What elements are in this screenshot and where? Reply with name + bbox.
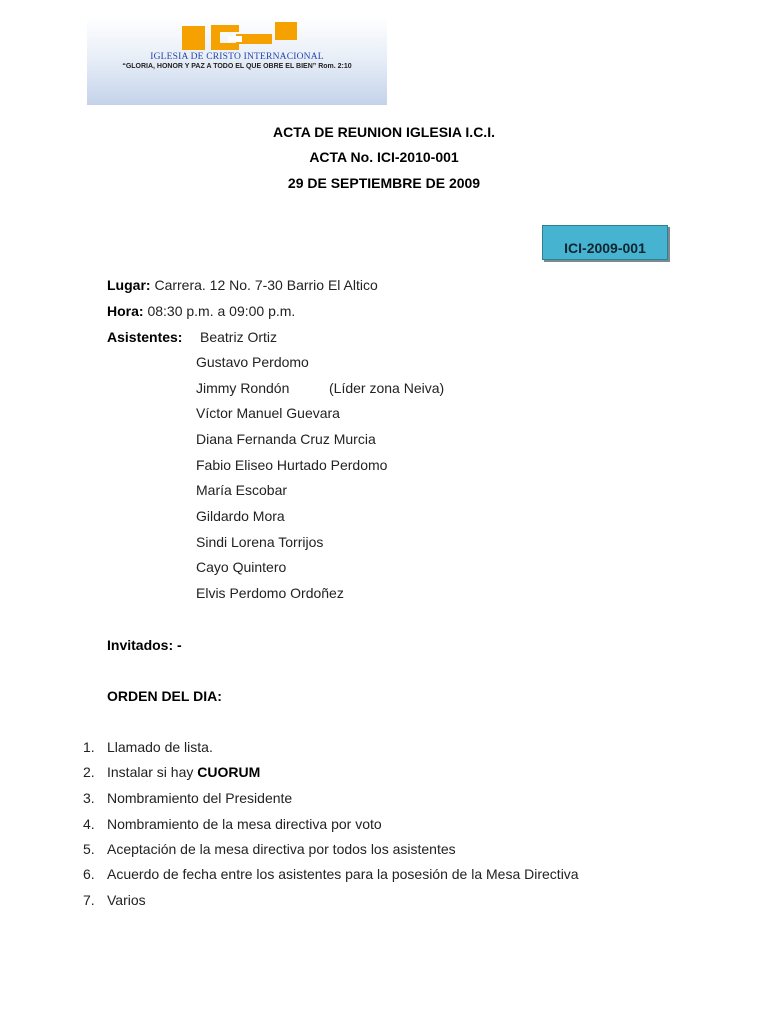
agenda-item-number: 3. xyxy=(83,790,95,806)
motto: “GLORIA, HONOR Y PAZ A TODO EL QUE OBRE EL BIEN” Rom. 2:10 xyxy=(122,63,352,70)
asistentes-label-row xyxy=(107,329,182,345)
agenda-item-number: 7. xyxy=(83,892,95,908)
agenda-item-text: Acuerdo de fecha entre los asistentes para la posesión de la Mesa Directiva xyxy=(107,866,579,882)
agenda-item-number: 4. xyxy=(83,816,95,832)
agenda-item-number: 6. xyxy=(83,866,95,882)
attendee-name: Gildardo Mora xyxy=(196,508,285,524)
agenda-item-text: Aceptación de la mesa directiva por todos los asistentes xyxy=(107,841,456,857)
invitados-line: Invitados: - xyxy=(107,637,182,653)
agenda-item-text: Varios xyxy=(107,892,146,908)
hora-field xyxy=(107,303,295,319)
attendee-row xyxy=(196,380,445,396)
attendee-name: Diana Fernanda Cruz Murcia xyxy=(196,431,376,447)
attendee-name: María Escobar xyxy=(196,482,288,498)
code-badge xyxy=(542,225,668,260)
agenda-item-number: 1. xyxy=(83,739,95,755)
agenda-item-text: Nombramiento del Presidente xyxy=(107,790,293,806)
attendee-name: Fabio Eliseo Hurtado Perdomo xyxy=(196,457,388,473)
agenda-item-number: 2. xyxy=(83,764,95,780)
agenda-item-strong: CUORUM xyxy=(197,764,261,780)
code-badge-text: ICI-2009-001 xyxy=(564,240,646,256)
hora-value: 08:30 p.m. a 09:00 p.m. xyxy=(143,303,296,319)
agenda-item-text: Nombramiento de la mesa directiva por voto xyxy=(107,816,382,832)
agenda-item-number: 5. xyxy=(83,841,95,857)
header-banner xyxy=(87,17,387,105)
attendee-name: Víctor Manuel Guevara xyxy=(196,405,340,421)
lugar-label: Lugar: xyxy=(107,277,151,293)
agenda-item-text-wrap xyxy=(107,764,260,780)
attendee-name: Sindi Lorena Torrijos xyxy=(196,534,324,550)
lugar-value: Carrera. 12 No. 7-30 Barrio El Altico xyxy=(150,277,378,293)
document-date: 29 DE SEPTIEMBRE DE 2009 xyxy=(287,175,481,191)
agenda-heading: ORDEN DEL DIA: xyxy=(107,688,222,704)
acta-number: ACTA No. ICI-2010-001 xyxy=(309,149,459,165)
agenda-item-text: Llamado de lista. xyxy=(107,739,213,755)
document-title: ACTA DE REUNION IGLESIA I.C.I. xyxy=(273,124,495,140)
attendee-name: Jimmy Rondón xyxy=(196,380,290,396)
asistentes-label: Asistentes: xyxy=(107,329,183,345)
attendee-name: Beatriz Ortiz xyxy=(200,329,278,345)
attendee-name: Gustavo Perdomo xyxy=(196,354,309,370)
attendee-name: Cayo Quintero xyxy=(196,559,287,575)
agenda-item-text: Instalar si hay xyxy=(107,764,198,780)
hora-label: Hora: xyxy=(107,303,144,319)
lugar-field xyxy=(107,277,378,293)
attendee-name: Elvis Perdomo Ordoñez xyxy=(196,585,344,601)
org-name: IGLESIA DE CRISTO INTERNACIONAL xyxy=(150,52,324,62)
attendee-role: (Líder zona Neiva) xyxy=(329,380,445,396)
